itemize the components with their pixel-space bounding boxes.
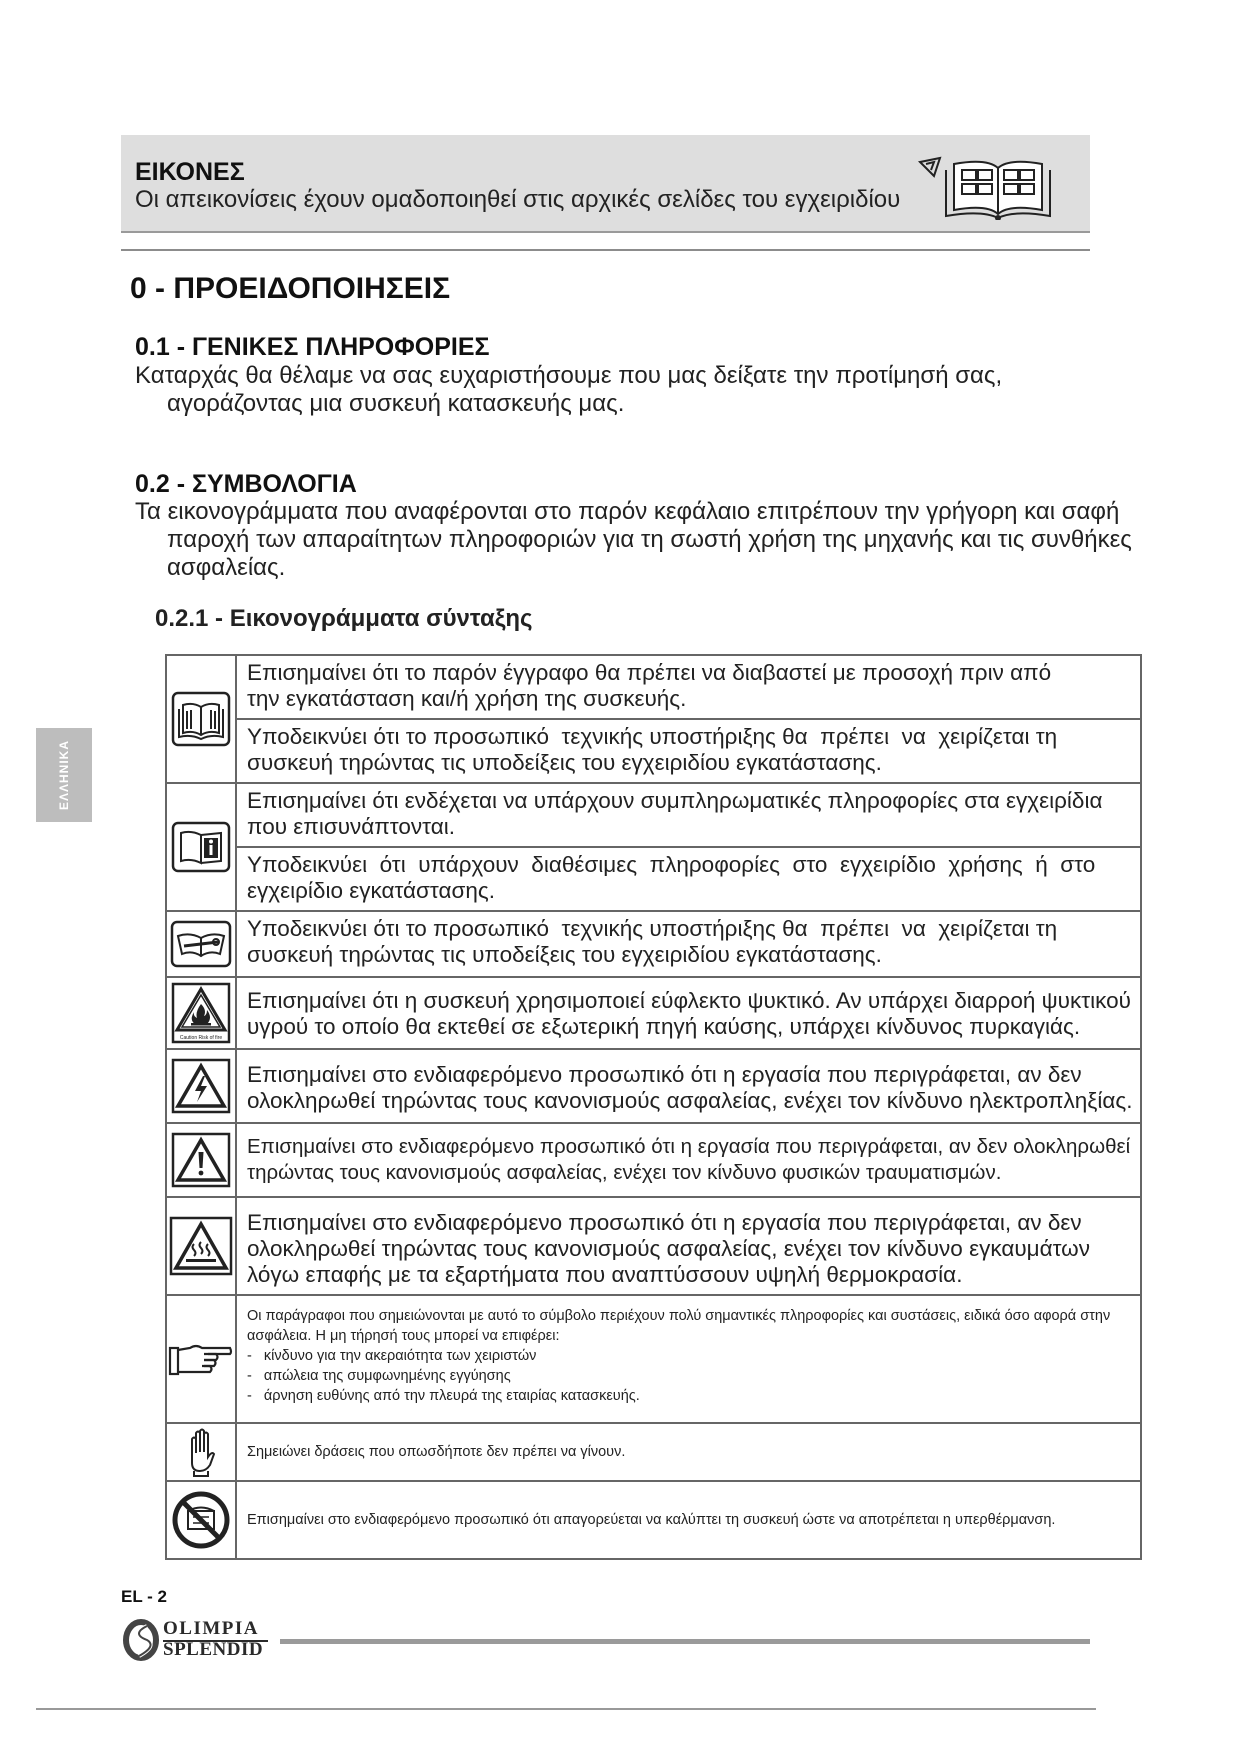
table-row — [166, 847, 1141, 911]
icon-cell — [166, 655, 236, 783]
header-subtitle: Οι απεικονίσεις έχουν ομαδοποιηθεί στις αρχικές σελίδες του εγχειριδίου — [135, 186, 901, 213]
row-1-text — [236, 655, 1141, 719]
table-row — [166, 1049, 1141, 1123]
row-2-text — [236, 719, 1141, 783]
table-row — [166, 1123, 1141, 1197]
list-item: - άρνηση ευθύνης από την πλευρά της εταιρίας κατασκευής. — [247, 1386, 1120, 1406]
icon-cell — [166, 1123, 236, 1197]
row-6-text-content: Επισημαίνει ότι η συσκευή χρησιμοποιεί εύφλεκτο ψυκτικό. Αν υπάρχει διαρροή ψυκτικού υγρού το οποίο θα εκτεθεί σε εξωτερική πηγή καύσης, υπάρχει κίνδυνος πυρκαγιάς. — [247, 988, 1131, 1039]
table-row — [166, 1481, 1141, 1559]
language-side-tab-label: ΕΛΛΗΝΙΚΑ — [57, 739, 71, 811]
icon-cell — [166, 1197, 236, 1295]
row-12-text — [236, 1481, 1141, 1559]
row-12-text-content: Επισημαίνει στο ενδιαφερόμενο προσωπικό ότι απαγορεύεται να καλύπτει τη συσκευή ώστε να αποτρέπεται η υπερθέρμανση. — [247, 1512, 1056, 1528]
logo-text-olimpia: OLIMPIA — [163, 1618, 259, 1639]
open-book-icon — [912, 150, 1084, 220]
table-row — [166, 1295, 1141, 1423]
row-4-text — [236, 847, 1141, 911]
caution-risk-of-fire-label: Caution Risk of fire — [179, 1035, 223, 1041]
table-row — [166, 719, 1141, 783]
icon-cell — [166, 1295, 236, 1423]
technical-manual-icon — [170, 920, 232, 968]
page-number: EL - 2 — [121, 1587, 167, 1606]
row-10-intro: Οι παράγραφοι που σημειώνονται με αυτό το σύμβολο περιέχουν πολύ σημαντικές πληροφορίες και συστάσεις, ειδικά όσο αφορά στην ασφάλεια. Η μη τήρησή τους μπορεί να επιφέρει: — [247, 1308, 1111, 1344]
section-0-2-text: Τα εικονογράμματα που αναφέρονται στο παρόν κεφάλαιο επιτρέπουν την γρήγορη και σαφή παροχή των απαραίτητων πληροφοριών για τη σωστή χρήση της μηχανής και τις συνθήκες ασφαλείας. — [135, 498, 1132, 581]
icon-cell — [166, 911, 236, 977]
row-10-list — [247, 1346, 1120, 1406]
row-10-text — [236, 1295, 1141, 1423]
electric-shock-warning-icon — [171, 1058, 231, 1114]
header-title: ΕΙΚΟΝΕΣ — [135, 158, 245, 186]
icon-cell — [166, 1423, 236, 1481]
icon-cell — [166, 1049, 236, 1123]
list-item: - κίνδυνο για την ακεραιότητα των χειριστών — [247, 1346, 1120, 1366]
list-item: - απώλεια της συμφωνημένης εγγύησης — [247, 1366, 1120, 1386]
icon-cell — [166, 1481, 236, 1559]
olimpia-splendid-logo-icon — [121, 1618, 163, 1662]
do-not-cover-icon — [171, 1490, 231, 1550]
row-9-text — [236, 1197, 1141, 1295]
row-1-text-content: Επισημαίνει ότι το παρόν έγγραφο θα πρέπει να διαβαστεί με προσοχή πριν από την εγκατάσταση και/ή χρήση της συσκευής. — [247, 660, 1052, 711]
pointing-hand-icon — [168, 1340, 234, 1378]
table-row — [166, 783, 1141, 847]
row-6-text — [236, 977, 1141, 1049]
logo-text-splendid: SPLENDID — [163, 1639, 264, 1660]
row-3-text — [236, 783, 1141, 847]
table-row — [166, 911, 1141, 977]
section-0-1-title: 0.1 - ΓΕΝΙΚΕΣ ΠΛΗΡΟΦΟΡΙΕΣ — [135, 333, 490, 361]
row-3-text-content: Επισημαίνει ότι ενδέχεται να υπάρχουν συμπληρωματικές πληροφορίες στα εγχειρίδια που επισυνάπτονται. — [247, 788, 1103, 839]
row-7-text-content: Επισημαίνει στο ενδιαφερόμενο προσωπικό ότι η εργασία που περιγράφεται, αν δεν ολοκληρωθεί τηρώντας τους κανονισμούς ασφαλείας, ενέχει τον κίνδυνο ηλεκτροπληξίας. — [247, 1062, 1133, 1113]
row-11-text — [236, 1423, 1141, 1481]
row-8-text — [236, 1123, 1141, 1197]
row-11-text-content: Σημειώνει δράσεις που οπωσδήποτε δεν πρέπει να γίνουν. — [247, 1444, 626, 1460]
symbols-table — [165, 654, 1142, 1560]
row-5-text — [236, 911, 1141, 977]
general-danger-warning-icon — [171, 1132, 231, 1188]
table-row — [166, 1423, 1141, 1481]
icon-cell — [166, 783, 236, 911]
hot-surface-warning-icon — [169, 1216, 233, 1276]
table-row — [166, 655, 1141, 719]
flammable-warning-icon — [171, 982, 231, 1044]
table-row — [166, 1197, 1141, 1295]
page-bottom-line — [36, 1708, 1096, 1710]
row-5-text-content: Υποδεικνύει ότι το προσωπικό τεχνικής υποστήριξης θα πρέπει να χειρίζεται τη συσκευή τηρώντας τις υποδείξεις του εγχειριδίου εγκατάστασης. — [247, 916, 1058, 967]
row-9-text-content: Επισημαίνει στο ενδιαφερόμενο προσωπικό ότι η εργασία που περιγράφεται, αν δεν ολοκληρωθεί τηρώντας τους κανονισμούς ασφαλείας, ενέχει τον κίνδυνο εγκαυμάτων λόγω επαφής με τα εξαρτήματα που αναπτύσσουν υψηλή θερμοκρασία. — [247, 1210, 1090, 1287]
icon-cell — [166, 977, 236, 1049]
section-0-2-title: 0.2 - ΣΥΜΒΟΛΟΓΙΑ — [135, 470, 357, 498]
info-manual-icon — [171, 821, 231, 873]
footer-divider — [280, 1639, 1090, 1644]
read-manual-icon — [171, 691, 231, 747]
section-0-title: 0 - ΠΡΟΕΙΔΟΠΟΙΗΣΕΙΣ — [130, 272, 451, 305]
language-side-tab — [36, 728, 92, 822]
row-4-text-content: Υποδεικνύει ότι υπάρχουν διαθέσιμες πληροφορίες στο εγχειρίδιο χρήσης ή στο εγχειρίδιο εγκατάστασης. — [247, 852, 1096, 903]
section-0-2-1-title: 0.2.1 - Εικονογράμματα σύνταξης — [155, 605, 533, 632]
row-8-text-content: Επισημαίνει στο ενδιαφερόμενο προσωπικό ότι η εργασία που περιγράφεται, αν δεν ολοκληρωθεί τηρώντας τους κανονισμούς ασφαλείας, ενέχει τον κίνδυνο φυσικών τραυματισμών. — [247, 1135, 1131, 1184]
table-row — [166, 977, 1141, 1049]
header-divider — [121, 249, 1090, 251]
stop-hand-icon — [186, 1427, 216, 1477]
row-2-text-content: Υποδεικνύει ότι το προσωπικό τεχνικής υποστήριξης θα πρέπει να χειρίζεται τη συσκευή τηρώντας τις υποδείξεις του εγχειριδίου εγκατάστασης. — [247, 724, 1058, 775]
section-0-1-text: Καταρχάς θα θέλαμε να σας ευχαριστήσουμε που μας δείξατε την προτίμησή σας, αγοράζοντας μια συσκευή κατασκευής μας. — [135, 362, 1003, 417]
row-7-text — [236, 1049, 1141, 1123]
